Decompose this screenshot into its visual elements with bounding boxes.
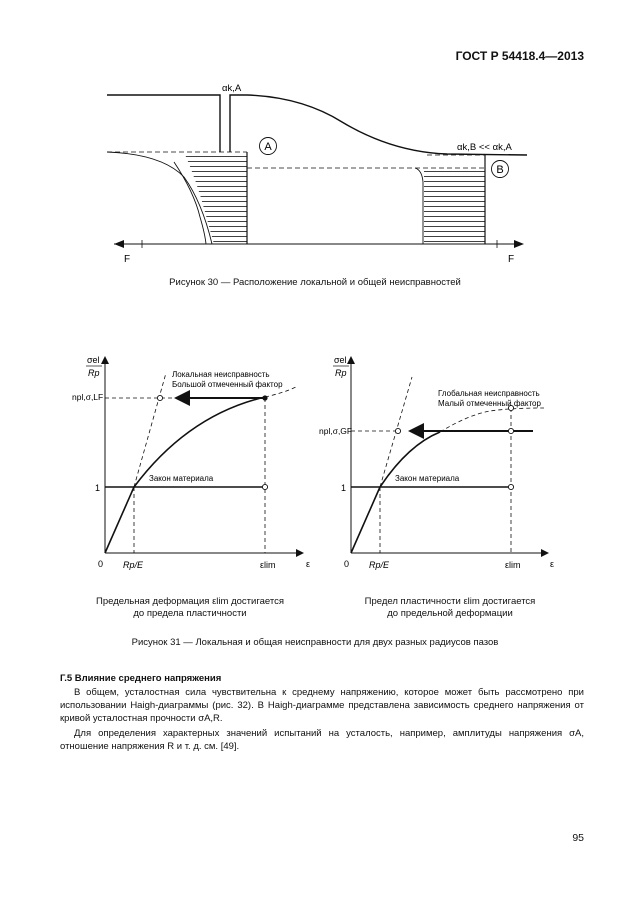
left-plot bbox=[72, 355, 310, 570]
right-y-label-bottom: Rp bbox=[335, 368, 347, 378]
right-x-tick-lim: εlim bbox=[505, 560, 521, 570]
label-b: B bbox=[496, 164, 504, 176]
left-annotation-line2: Большой отмеченный фактор bbox=[172, 380, 283, 389]
right-material-law: Закон материала bbox=[395, 474, 460, 483]
right-tick-n: npl,σ,GF bbox=[319, 426, 353, 436]
right-annotation-line2: Малый отмеченный фактор bbox=[438, 399, 541, 408]
alpha-kb-relation-label: αk,B << αk,A bbox=[457, 142, 512, 153]
alpha-ka-label: αk,A bbox=[222, 83, 242, 94]
section-heading: Г.5 Влияние среднего напряжения bbox=[60, 673, 222, 684]
paragraph-2: Для определения характерных значений испытаний на усталость, например, амплитуды напряжения σA, отношение напряжения R и т. д. см. [49]. bbox=[60, 728, 584, 752]
left-material-law: Закон материала bbox=[149, 474, 214, 483]
figure-30-diagram bbox=[102, 82, 532, 267]
page-number: 95 bbox=[572, 832, 584, 844]
right-subcaption-line2: до предельной деформации bbox=[387, 608, 513, 619]
right-subcaption-line1: Предел пластичности εlim достигается bbox=[364, 596, 536, 607]
figure-31-left-subcaption bbox=[70, 596, 310, 620]
right-annotation-line1: Глобальная неисправность bbox=[438, 389, 540, 398]
figure-31-diagrams bbox=[72, 345, 568, 580]
left-subcaption-line2: до предела пластичности bbox=[133, 608, 247, 619]
left-subcaption-line1: Предельная деформация εlim достигается bbox=[96, 596, 284, 607]
force-label-left: F bbox=[124, 254, 131, 265]
right-plot bbox=[319, 355, 554, 570]
left-y-label-bottom: Rp bbox=[88, 368, 100, 378]
right-y-label-top: σel bbox=[334, 355, 347, 365]
label-a: A bbox=[264, 141, 272, 153]
figure-31-caption: Рисунок 31 — Локальная и общая неисправности для двух разных радиусов пазов bbox=[131, 637, 499, 648]
left-x-axis-label: ε bbox=[306, 559, 311, 569]
right-tick-one: 1 bbox=[341, 483, 347, 493]
figure-30-caption: Рисунок 30 — Расположение локальной и общей неисправностей bbox=[169, 277, 461, 288]
right-x-tick-rp: Rp/E bbox=[369, 560, 390, 570]
left-tick-n: npl,σ,LF bbox=[72, 392, 104, 402]
figure-31-right-subcaption bbox=[330, 596, 570, 620]
standard-code-header: ГОСТ Р 54418.4—2013 bbox=[455, 49, 584, 63]
left-origin: 0 bbox=[98, 559, 104, 569]
force-label-right: F bbox=[508, 254, 515, 265]
left-tick-one: 1 bbox=[95, 483, 101, 493]
right-origin: 0 bbox=[344, 559, 350, 569]
paragraph-1: В общем, усталостная сила чувствительна к среднему напряжению, которое может быть рассмотрено при использовании Haigh-диаграммы (рис. 32). В Haigh-диаграмме представлена зависимость среднего напряжения от кривой усталостная прочности σA,R. bbox=[60, 687, 584, 724]
left-annotation-line1: Локальная неисправность bbox=[172, 370, 270, 379]
left-x-tick-rp: Rp/E bbox=[123, 560, 144, 570]
left-x-tick-lim: εlim bbox=[260, 560, 276, 570]
right-x-axis-label: ε bbox=[550, 559, 555, 569]
left-y-label-top: σel bbox=[87, 355, 100, 365]
